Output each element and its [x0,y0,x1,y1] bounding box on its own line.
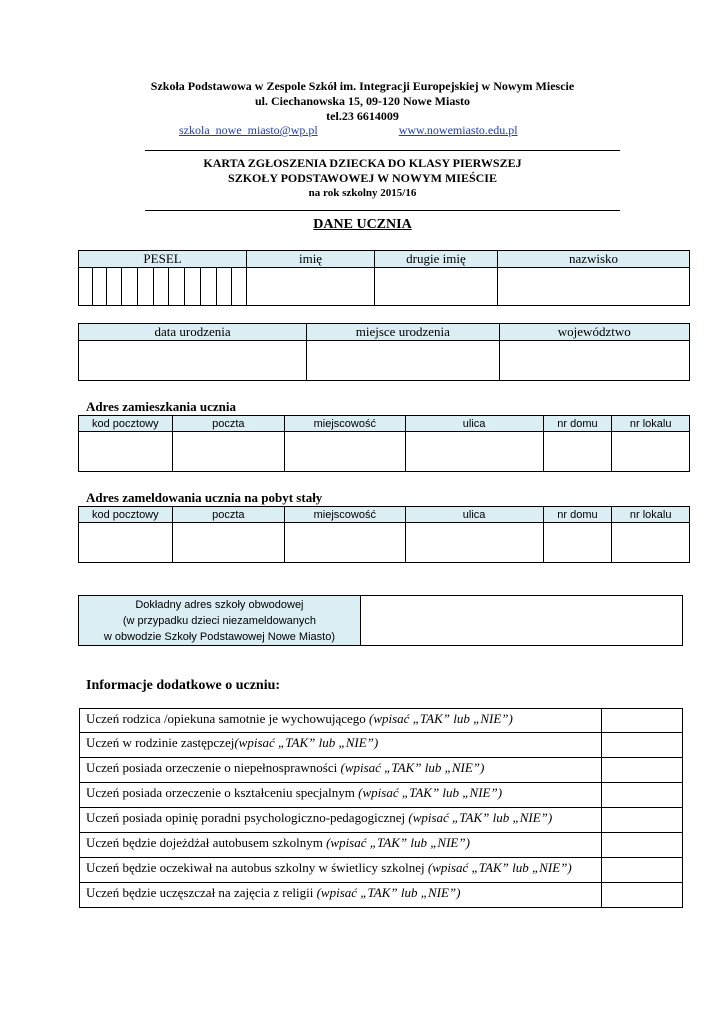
pesel-digit-cell[interactable] [122,268,138,306]
apartment-number-field[interactable] [612,432,690,472]
answer-field[interactable] [602,833,683,858]
pesel-digit-cell[interactable] [169,268,185,306]
city-field[interactable] [285,432,406,472]
info-hint: (wpisać „TAK” lub „NIE”) [427,860,572,875]
voivodeship-header: województwo [499,324,689,341]
house-number-field[interactable] [543,432,612,472]
divider-bottom [145,210,620,211]
city-header: miejscowość [285,416,406,432]
answer-field[interactable] [602,758,683,783]
pesel-digit-cell[interactable] [216,268,232,306]
info-row-disability [80,758,602,783]
pesel-digit-cell[interactable] [106,268,122,306]
divider-top [145,150,620,151]
info-row-foster-family [80,733,602,758]
contact-links [179,123,518,138]
surname-field[interactable] [497,268,689,306]
info-hint: (wpisać „TAK” lub „NIE”) [316,885,461,900]
pesel-digit-cell[interactable] [232,268,247,306]
postal-code-header: kod pocztowy [79,416,173,432]
post-office-field[interactable] [172,523,284,563]
info-hint: (wpisać „TAK” lub „NIE”) [369,711,513,726]
school-address-label-line2: (w przypadku dzieci niezameldowanych [122,614,317,627]
email-link[interactable]: szkola_nowe_miasto@wp.pl [179,123,318,137]
school-address-field[interactable] [360,596,682,646]
answer-field[interactable] [602,733,683,758]
street-field[interactable] [405,432,543,472]
house-number-header: nr domu [543,416,612,432]
form-title-line1: KARTA ZGŁOSZENIA DZIECKA DO KLASY PIERWSZEJ [203,156,522,170]
answer-field[interactable] [602,858,683,883]
info-hint: (wpisać „TAK” lub „NIE”) [234,735,379,750]
second-name-field[interactable] [374,268,497,306]
info-hint: (wpisać „TAK” lub „NIE”) [408,810,553,825]
postal-code-header: kod pocztowy [79,507,173,523]
birth-place-field[interactable] [307,341,499,381]
city-field[interactable] [285,523,406,563]
apartment-number-header: nr lokalu [612,416,690,432]
pesel-header: PESEL [79,251,247,268]
school-name: Szkoła Podstawowa w Zespole Szkół im. Integracji Europejskiej w Nowym Miescie [150,79,575,93]
info-text: Uczeń będzie dojeżdżał autobusem szkolnym [86,835,327,850]
school-phone: tel.23 6614009 [326,109,399,123]
postal-code-field[interactable] [79,523,173,563]
residence-address-table [78,415,690,472]
info-text: Uczeń posiada orzeczenie o niepełnosprawności [86,760,341,775]
house-number-header: nr domu [543,507,612,523]
residence-address-label: Adres zamieszkania ucznia [86,399,236,414]
pesel-digit-cell[interactable] [153,268,169,306]
additional-info-label: Informacje dodatkowe o uczniu: [86,678,281,693]
info-row-school-bus [80,833,602,858]
answer-field[interactable] [602,783,683,808]
birth-table [78,323,690,381]
birth-date-field[interactable] [79,341,307,381]
answer-field[interactable] [602,883,683,908]
school-address-label [79,596,361,646]
info-hint: (wpisać „TAK” lub „NIE”) [358,785,503,800]
info-text: Uczeń w rodzinie zastępczej [86,735,235,750]
street-header: ulica [405,507,543,523]
info-text: Uczeń rodzica /opiekuna samotnie je wychowującego [86,711,369,726]
post-office-header: poczta [172,507,284,523]
pesel-digit-cell[interactable] [138,268,154,306]
info-row-single-parent [80,709,602,733]
info-text: Uczeń posiada opinię poradni psychologiczno-pedagogicznej [86,810,409,825]
house-number-field[interactable] [543,523,612,563]
info-text: Uczeń będzie oczekiwał na autobus szkolny w świetlicy szkolnej [86,860,428,875]
city-header: miejscowość [285,507,406,523]
info-text: Uczeń posiada orzeczenie o kształceniu specjalnym [86,785,359,800]
school-address: ul. Ciechanowska 15, 09-120 Nowe Miasto [255,94,470,108]
apartment-number-header: nr lokalu [612,507,690,523]
street-header: ulica [405,416,543,432]
pesel-digit-cell[interactable] [200,268,216,306]
birth-date-header: data urodzenia [79,324,307,341]
info-row-counseling-opinion [80,808,602,833]
postal-code-field[interactable] [79,432,173,472]
surname-header: nazwisko [497,251,689,268]
school-address-label-line1: Dokładny adres szkoły obwodowej [135,598,304,611]
additional-info-table [79,708,683,908]
section-title: DANE UCZNIA [313,217,412,232]
form-title-line3: na rok szkolny 2015/16 [308,187,417,199]
form-title-line2: SZKOŁY PODSTAWOWEJ W NOWYM MIEŚCIE [228,171,497,185]
info-row-religion-classes [80,883,602,908]
school-address-table [78,595,683,646]
pesel-digit-cell[interactable] [185,268,201,306]
first-name-header: imię [247,251,375,268]
second-name-header: drugie imię [374,251,497,268]
info-text: Uczeń będzie uczęszczał na zajęcia z religii [86,885,317,900]
post-office-field[interactable] [172,432,284,472]
first-name-field[interactable] [247,268,375,306]
voivodeship-field[interactable] [499,341,689,381]
info-row-bus-waiting-room [80,858,602,883]
info-hint: (wpisać „TAK” lub „NIE”) [340,760,485,775]
registered-address-table [78,506,690,563]
website-link[interactable]: www.nowemiasto.edu.pl [398,123,518,137]
school-address-label-line3: w obwodzie Szkoły Podstawowej Nowe Miasto) [103,630,335,643]
answer-field[interactable] [602,808,683,833]
info-hint: (wpisać „TAK” lub „NIE”) [326,835,470,850]
student-name-table [78,250,690,306]
registered-address-label: Adres zameldowania ucznia na pobyt stały [86,490,323,505]
pesel-digit-cell[interactable] [79,268,93,306]
street-field[interactable] [405,523,543,563]
birth-place-header: miejsce urodzenia [307,324,499,341]
info-row-special-education [80,783,602,808]
apartment-number-field[interactable] [612,523,690,563]
post-office-header: poczta [172,416,284,432]
pesel-digit-cell[interactable] [92,268,106,306]
answer-field[interactable] [602,709,683,733]
